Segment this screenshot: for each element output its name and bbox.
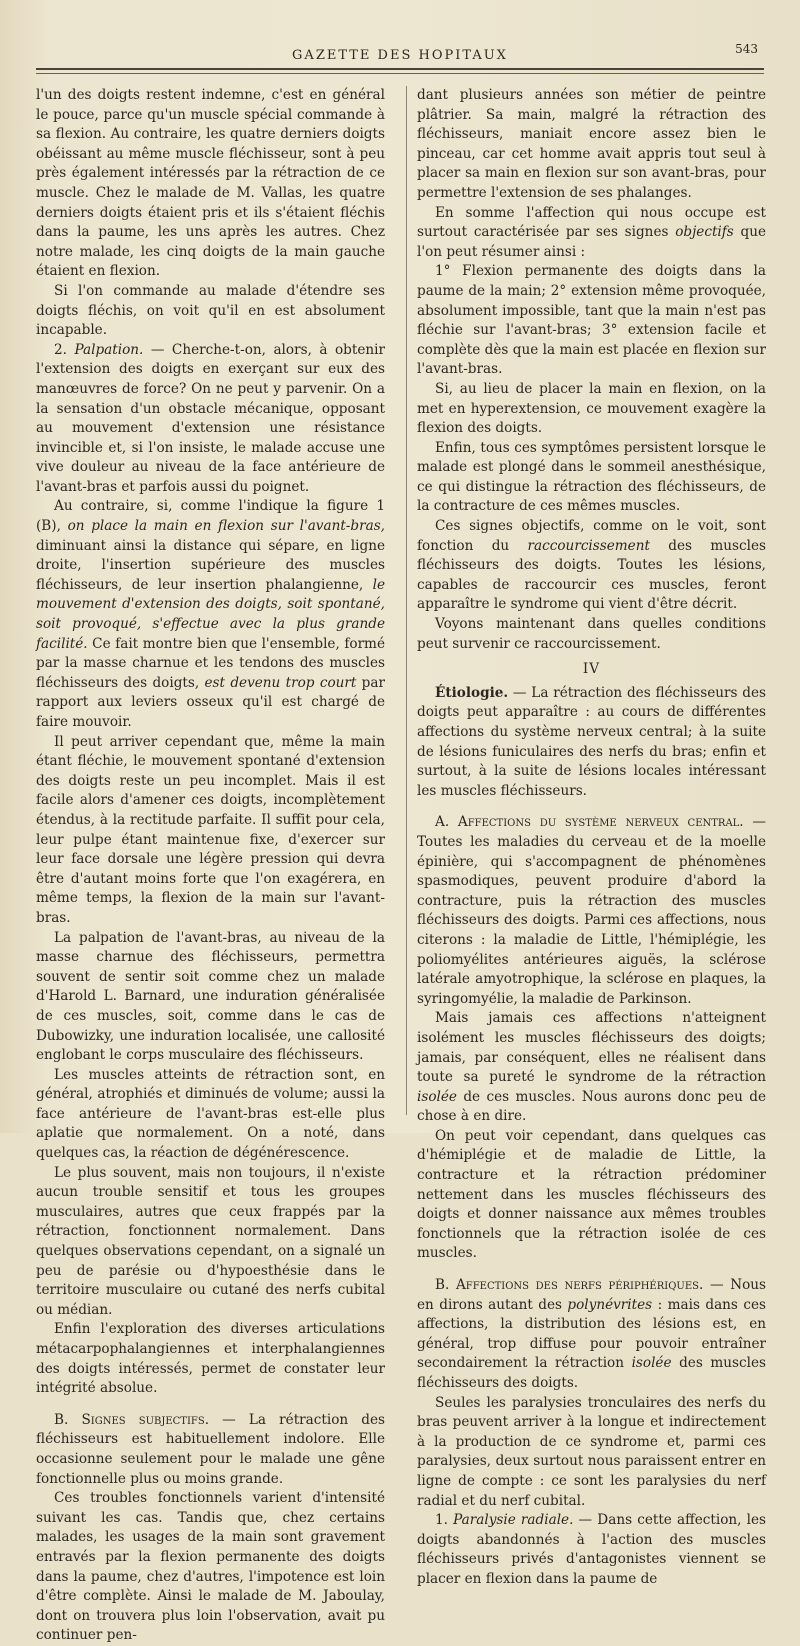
paragraph bbox=[417, 1009, 766, 1127]
paragraph bbox=[417, 813, 766, 1009]
page-header bbox=[36, 42, 764, 78]
text-run: — Nous en dirons autant des bbox=[417, 1277, 766, 1313]
paragraph: Si l'on commande au malade d'étendre ses doigts fléchis, on voit qu'il en est absolument incapable. bbox=[36, 282, 385, 339]
paragraph bbox=[36, 497, 385, 732]
right-column bbox=[417, 86, 767, 1587]
paragraph bbox=[417, 1276, 766, 1394]
text-run: Au contraire, si, comme l'indique la figure 1 (B), bbox=[36, 498, 385, 535]
text-run: Mais jamais ces affections n'atteignent isolément les muscles fléchisseurs des doigts; jamais, par conséquent, elles ne réalisent dans toute sa pureté le syndrome de la rétraction bbox=[417, 1010, 766, 1086]
text-run: En somme l'affection qui nous occupe est surtout caractérisée par ses signes bbox=[417, 204, 766, 241]
paragraph bbox=[417, 1511, 766, 1589]
text-run: diminuant ainsi la distance qui sépare, en ligne droite, l'insertion supérieure des muscles fléchisseurs, de leur insertion phalangienne, bbox=[36, 537, 385, 593]
subheading-palpation: Palpation. bbox=[74, 341, 144, 358]
paragraph: Voyons maintenant dans quelles conditions peut survenir ce raccourcissement. bbox=[417, 616, 766, 652]
paragraph: dant plusieurs années son métier de peintre plâtrier. Sa main, malgré la rétraction des fléchisseurs, maniait encore assez bien le pinceau, car cet homme avait appris tout seul à placer sa main en flexion sur son avant-bras, pour permettre l'extension de ses phalanges. bbox=[417, 87, 766, 201]
subheading-etiologie: Étiologie. bbox=[435, 684, 509, 701]
running-title: GAZETTE DES HOPITAUX bbox=[292, 48, 508, 63]
paragraph: 1° Flexion permanente des doigts dans la paume de la main; 2° extension même provoquée, absolument impossible, tant que la main n'est pas fléchie sur l'avant-bras; 3° extension facile et complète dès que la main est placée en flexion sur l'avant-bras. bbox=[417, 263, 766, 378]
italic-run: objectifs bbox=[675, 224, 734, 241]
text-run: par rapport aux leviers osseux qu'il est chargé de faire mouvoir. bbox=[36, 674, 385, 730]
paragraph: Les muscles atteints de rétraction sont, en général, atrophiés et diminués de volume; aussi la face antérieure de l'avant-bras est-elle plus aplatie que normalement. On a noté, dans quelques cas, la réaction de dégénérescence. bbox=[36, 1066, 385, 1162]
section-number: IV bbox=[582, 661, 601, 678]
italic-run: isolée bbox=[631, 1355, 672, 1372]
paragraph bbox=[417, 204, 766, 263]
text-run: Ce fait montre bien que l'ensemble, formé par la masse charnue et les tendons des muscles fléchisseurs des doigts, bbox=[36, 635, 385, 691]
text-run: 2. bbox=[54, 341, 75, 358]
paragraph: Enfin, tous ces symptômes persistent lorsque le malade est plongé dans le sommeil anesthésique, ce qui distingue la rétraction des fléchisseurs, de la contracture de ces mêmes muscles. bbox=[417, 439, 766, 515]
subheading-nerfs-peripheriques: B. Affections des nerfs périphériques. bbox=[435, 1277, 704, 1294]
paragraph: Enfin l'exploration des diverses articulations métacarpophalangiennes et interphalangiennes des doigts intéressés, permet de constater leur intégrité absolue. bbox=[36, 1321, 385, 1397]
italic-run: raccourcissement bbox=[527, 537, 650, 554]
italic-run: le mouvement d'extension des doigts, soit spontané, soit provoqué, s'effectue avec la plus grande facilité. bbox=[36, 576, 385, 652]
page-number: 543 bbox=[735, 42, 758, 56]
paragraph: l'un des doigts restent indemne, c'est en général le pouce, parce qu'un muscle spécial commande à sa flexion. Au contraire, les quatre derniers doigts obéissant au même muscle fléchisseur, sont à peu près également intéressés par la rétraction de ce muscle. Chez le malade de M. Vallas, les quatre derniers doigts étaient pris et ils s'étaient fléchis dans la paume, les uns après les autres. Chez notre malade, les cinq doigts de la main gauche étaient en flexion. bbox=[36, 87, 385, 280]
paragraph: Si, au lieu de placer la main en flexion, on la met en hyperextension, ce mouvement exagère la flexion des doigts. bbox=[417, 380, 766, 437]
text-run: des muscles fléchisseurs des doigts. bbox=[417, 1355, 767, 1391]
left-column bbox=[36, 86, 385, 1644]
italic-run: isolée bbox=[417, 1088, 457, 1105]
paragraph bbox=[36, 341, 385, 498]
paragraph: La palpation de l'avant-bras, au niveau de la masse charnue des fléchisseurs, permettra souvent de sentir soit comme chez un malade d'Harold L. Barnard, une induration généralisée de ces muscles, soit, comme dans le cas de Dubowizky, une induration localisée, une callosité englobant le corps musculaire des fléchisseurs. bbox=[36, 929, 385, 1064]
text-run: — La rétraction des fléchisseurs des doigts peut apparaître : au cours de différentes affections du système nerveux central; à la suite de lésions funiculaires des nerfs du bras; enfin et surtout, à la suite de lésions locales intéressant les muscles fléchisseurs. bbox=[417, 684, 766, 799]
text-run: : mais dans ces affections, la distribution des lésions est, en général, trop diffuse pour pouvoir entraîner secondairement la rétraction bbox=[417, 1296, 766, 1372]
text-run: Ces signes objectifs, comme on le voit, sont fonction du bbox=[417, 518, 766, 554]
text-run: des muscles fléchisseurs des doigts. Toutes les lésions, capables de raccourcir ces muscles, feront apparaître le syndrome qui vient d'être décrit. bbox=[417, 537, 767, 613]
paragraph: Il peut arriver cependant que, même la main étant fléchie, le mouvement spontané d'extension des doigts reste un peu incomplet. Mais il est facile alors d'amener ces doigts, incomplètement étendus, à la rectitude parfaite. Il suffit pour cela, leur pulpe étant maintenue fixe, d'exercer sur leur face dorsale une légère pression qui devra être d'autant moins forte que l'on exagérera, en même temps, la flexion de la main sur l'avant-bras. bbox=[36, 733, 385, 926]
text-run: 1. bbox=[435, 1512, 454, 1529]
paragraph: Seules les paralysies tronculaires des nerfs du bras peuvent arriver à la longue et indirectement à la production de ce syndrome et, parmi ces paralysies, deux surtout nous paraissent entrer en ligne de compte : ce sont les paralysies du nerf radial et du nerf cubital. bbox=[417, 1394, 766, 1509]
italic-run: on place la main en flexion sur l'avant-bras, bbox=[67, 518, 385, 535]
paragraph: On peut voir cependant, dans quelques cas d'hémiplégie et de maladie de Little, la contracture et la rétraction prédominer nettement dans les muscles fléchisseurs des doigts et donner naissance aux mêmes troubles fonctionnels que la rétraction isolée de ces muscles. bbox=[417, 1127, 766, 1262]
paragraph bbox=[417, 517, 766, 615]
paragraph bbox=[36, 1411, 385, 1489]
text-run: de ces muscles. Nous aurons donc peu de chose à en dire. bbox=[417, 1088, 766, 1125]
subheading-systeme-nerveux: A. Affections du système nerveux central. bbox=[435, 814, 744, 831]
subheading-signes-subjectifs: B. Signes subjectifs. bbox=[54, 1411, 210, 1428]
text-run: — Cherche-t-on, alors, à obtenir l'extension des doigts en exerçant sur eux des manœuvres de force? On ne peut y parvenir. On a la sensation d'un obstacle mécanique, opposant au mouvement d'extension une résistance invincible et, si l'on insiste, le malade accuse une vive douleur au niveau de la face antérieure de l'avant-bras et parfois aussi du poignet. bbox=[36, 341, 385, 495]
header-rule-thin bbox=[36, 73, 764, 74]
paragraph: Le plus souvent, mais non toujours, il n'existe aucun trouble sensitif et tous les groupes musculaires, autres que ceux frappés par la rétraction, fonctionnent normalement. Dans quelques observations cependant, on a signalé un peu de parésie ou d'hypoesthésie dans le territoire musculaire ou cutané des nerfs cubital ou médian. bbox=[36, 1164, 385, 1318]
text-run: — La rétraction des fléchisseurs est habituellement indolore. Elle occasionne seulement pour le malade une gêne fonctionnelle plus ou moins grande. bbox=[36, 1411, 385, 1487]
column-divider bbox=[406, 86, 407, 1115]
text-run: — Dans cette affection, les doigts abandonnés à l'action des muscles fléchisseurs privés d'antagonistes viennent se placer en flexion dans la paume de bbox=[417, 1512, 767, 1587]
italic-run: est devenu trop court bbox=[204, 674, 357, 691]
paragraph bbox=[417, 684, 766, 802]
header-rule-thick bbox=[36, 68, 764, 70]
text-run: — Toutes les maladies du cerveau et de la moelle épinière, qui s'accompagnent de phénomènes spasmodiques, peuvent produire d'abord la contracture, puis la rétraction des muscles fléchisseurs des doigts. Parmi ces affections, nous citerons : la maladie de Little, l'hémiplégie, les poliomyélites antérieures aiguës, la sclérose latérale amyotrophique, la sclérose en plaques, la syringomyélie, la maladie de Parkinson. bbox=[417, 814, 766, 1007]
subheading-paralysie-radiale: Paralysie radiale. bbox=[453, 1512, 574, 1529]
paragraph: Ces troubles fonctionnels varient d'intensité suivant les cas. Tandis que, chez certains malades, les usages de la main sont gravement entravés par la flexion permanente des doigts dans la paume, chez d'autres, l'impotence est loin d'être complète. Ainsi le malade de M. Jaboulay, dont on trouvera plus loin l'observation, avait pu continuer pen- bbox=[36, 1490, 385, 1644]
text-columns bbox=[36, 86, 767, 1644]
text-run: que l'on peut résumer ainsi : bbox=[417, 224, 766, 260]
italic-run: polynévrites bbox=[567, 1296, 653, 1313]
